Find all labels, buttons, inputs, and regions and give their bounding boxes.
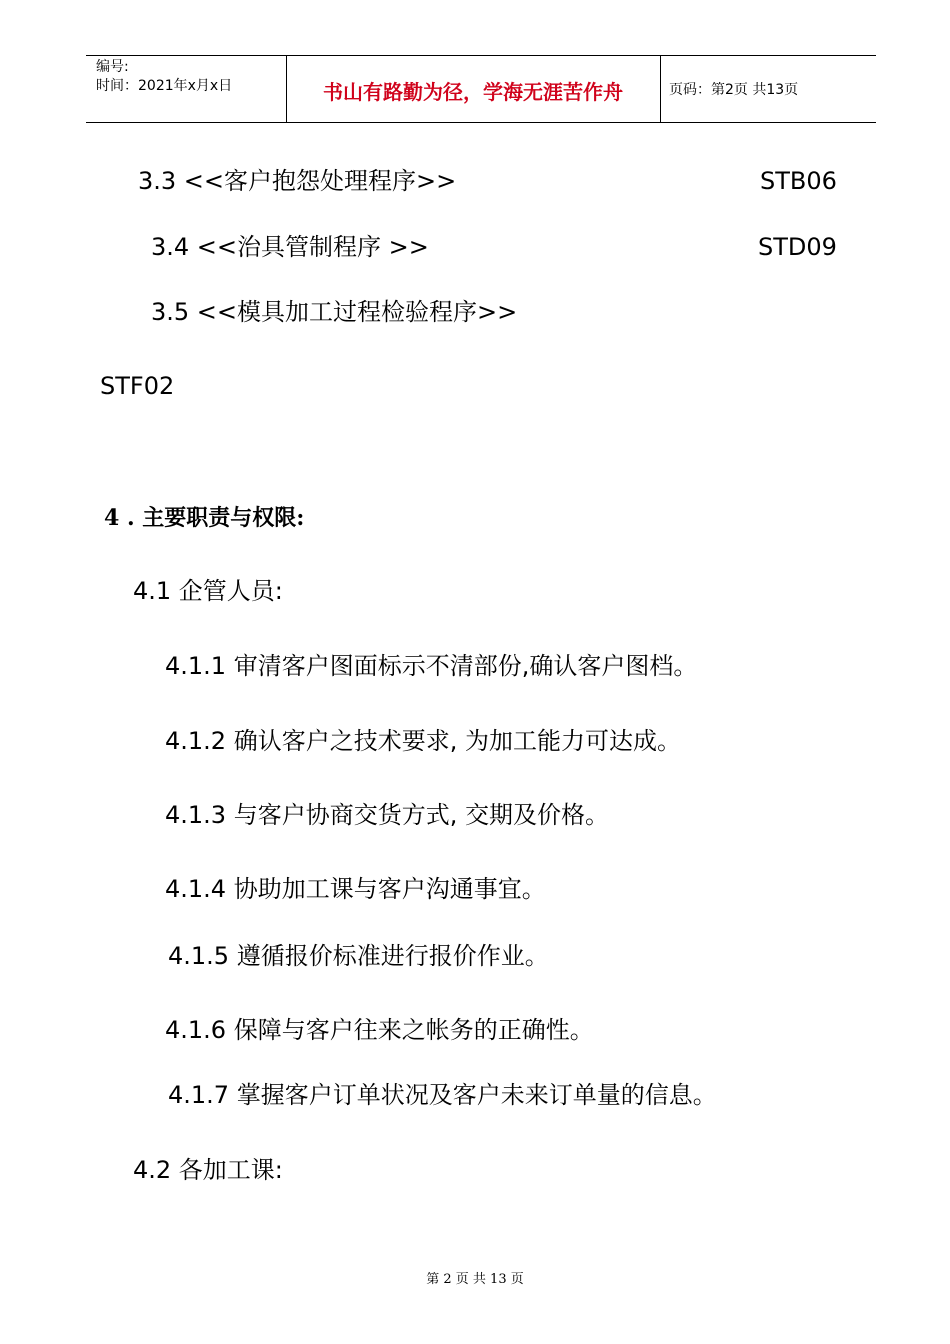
header-motto: 书山有路勤为径，学海无涯苦作舟 (323, 80, 623, 104)
reference-3-4-code: STD09 (758, 233, 837, 261)
subsection-4-2-title: 4.2 各加工课: (133, 1156, 283, 1184)
reference-3-5-code: STF02 (100, 372, 175, 400)
header-bottom-rule (86, 122, 876, 123)
header-top-rule (86, 55, 876, 56)
reference-3-3: 3.3 <<客户抱怨处理程序>> (138, 167, 457, 195)
list-item: 4.1.2 确认客户之技术要求, 为加工能力可达成。 (165, 727, 681, 755)
list-item: 4.1.5 遵循报价标准进行报价作业。 (168, 942, 549, 970)
section-heading: 4 . 主要职责与权限: (104, 505, 305, 531)
header-time-label: 时间：2021年x月x日 (96, 78, 233, 94)
reference-3-3-code: STB06 (760, 167, 837, 195)
reference-3-5: 3.5 <<模具加工过程检验程序>> (151, 298, 518, 326)
list-item: 4.1.1 审清客户图面标示不清部份,确认客户图档。 (165, 652, 698, 680)
list-item: 4.1.4 协助加工课与客户沟通事宜。 (165, 875, 546, 903)
reference-3-4: 3.4 <<治具管制程序 >> (151, 233, 429, 261)
header-number-label: 编号: (96, 59, 129, 75)
page-footer: 第 2 页 共 13 页 (426, 1272, 524, 1287)
list-item: 4.1.3 与客户协商交货方式, 交期及价格。 (165, 801, 609, 829)
header-page-label: 页码：第2页 共13页 (669, 82, 799, 98)
header-divider-right (660, 55, 661, 122)
list-item: 4.1.6 保障与客户往来之帐务的正确性。 (165, 1016, 594, 1044)
subsection-4-1-title: 4.1 企管人员: (133, 577, 283, 605)
list-item: 4.1.7 掌握客户订单状况及客户未来订单量的信息。 (168, 1081, 717, 1109)
